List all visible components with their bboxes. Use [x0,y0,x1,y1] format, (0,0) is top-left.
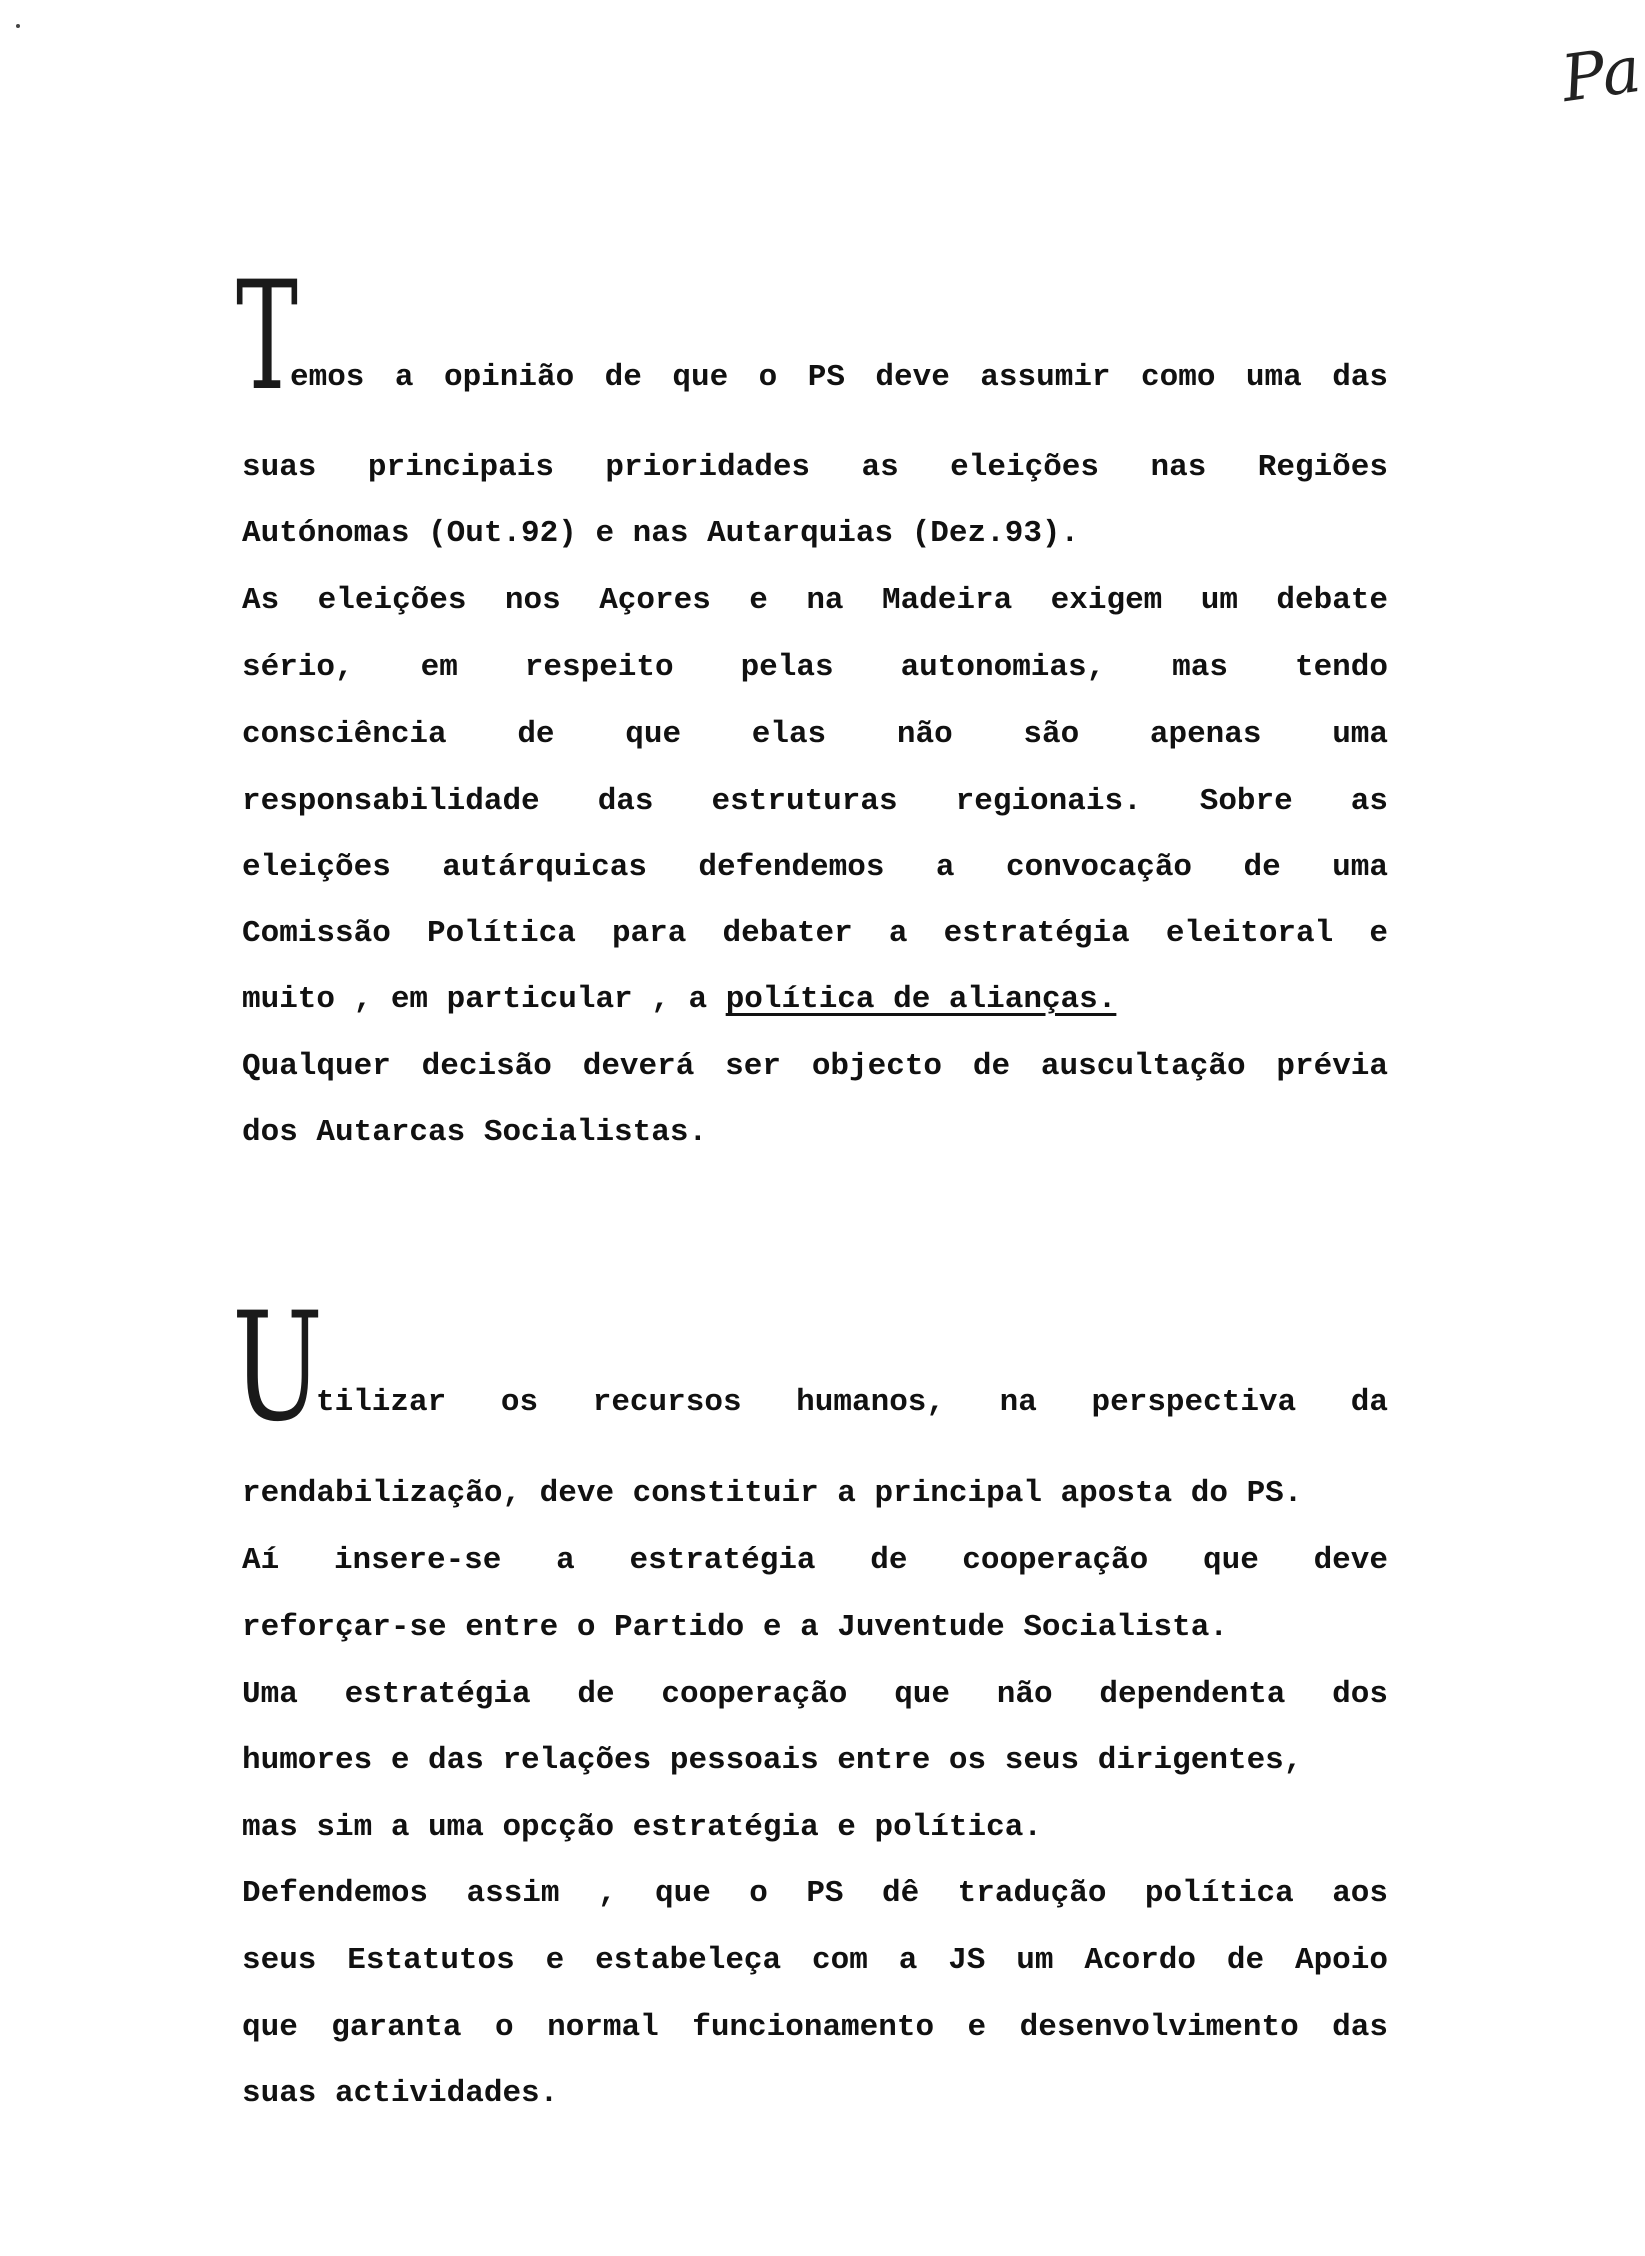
section1-line: dos Autarcas Socialistas. [242,1115,708,1150]
section2-line: seus Estatutos e estabeleça com a JS um Acordo de Apoio [242,1943,1388,1978]
section1-line: consciência de que elas não são apenas uma [242,717,1388,752]
section1-line: Autónomas (Out.92) e nas Autarquias (Dez.93). [242,516,1080,551]
section2-line: Uma estratégia de cooperação que não dependenta dos [242,1677,1388,1712]
section2-line: Aí insere-se a estratégia de cooperação que deve [242,1543,1388,1578]
section2-line: humores e das relações pessoais entre os seus dirigentes, [242,1743,1303,1778]
dropcap-t: T [236,250,299,424]
section2-line: Defendemos assim , que o PS dê tradução política aos [242,1876,1388,1911]
section1-line: eleições autárquicas defendemos a convocação de uma [242,850,1388,885]
section1-line: As eleições nos Açores e na Madeira exigem um debate [242,583,1388,618]
section2-line: que garanta o normal funcionamento e desenvolvimento das [242,2010,1388,2045]
section2-line: rendabilização, deve constituir a principal aposta do PS. [242,1476,1303,1511]
section1-line-aliancas [242,980,1388,1020]
section2-line: mas sim a uma opcção estratégia e política. [242,1810,1042,1845]
section1-line: Comissão Política para debater a estratégia eleitoral e [242,916,1388,951]
scan-speck [16,24,20,28]
section1-line: Qualquer decisão deverá ser objecto de auscultação prévia [242,1049,1388,1084]
line-prefix: muito , em particular , a [242,982,726,1017]
section2-first-line: tilizar os recursos humanos, na perspectiva da [316,1385,1388,1420]
dropcap-u: U [232,1281,324,1455]
section2-line: suas actividades. [242,2076,559,2111]
section1-line: responsabilidade das estruturas regionais. Sobre as [242,784,1388,819]
underlined-phrase: política de alianças. [725,982,1117,1017]
section1-line: suas principais prioridades as eleições nas Regiões [242,450,1388,485]
section2-line: reforçar-se entre o Partido e a Juventude Socialista. [242,1610,1228,1645]
margin-initials: Pa [1557,32,1645,118]
section1-line: sério, em respeito pelas autonomias, mas tendo [242,650,1388,685]
section1-first-line: emos a opinião de que o PS deve assumir como uma das [290,360,1388,395]
